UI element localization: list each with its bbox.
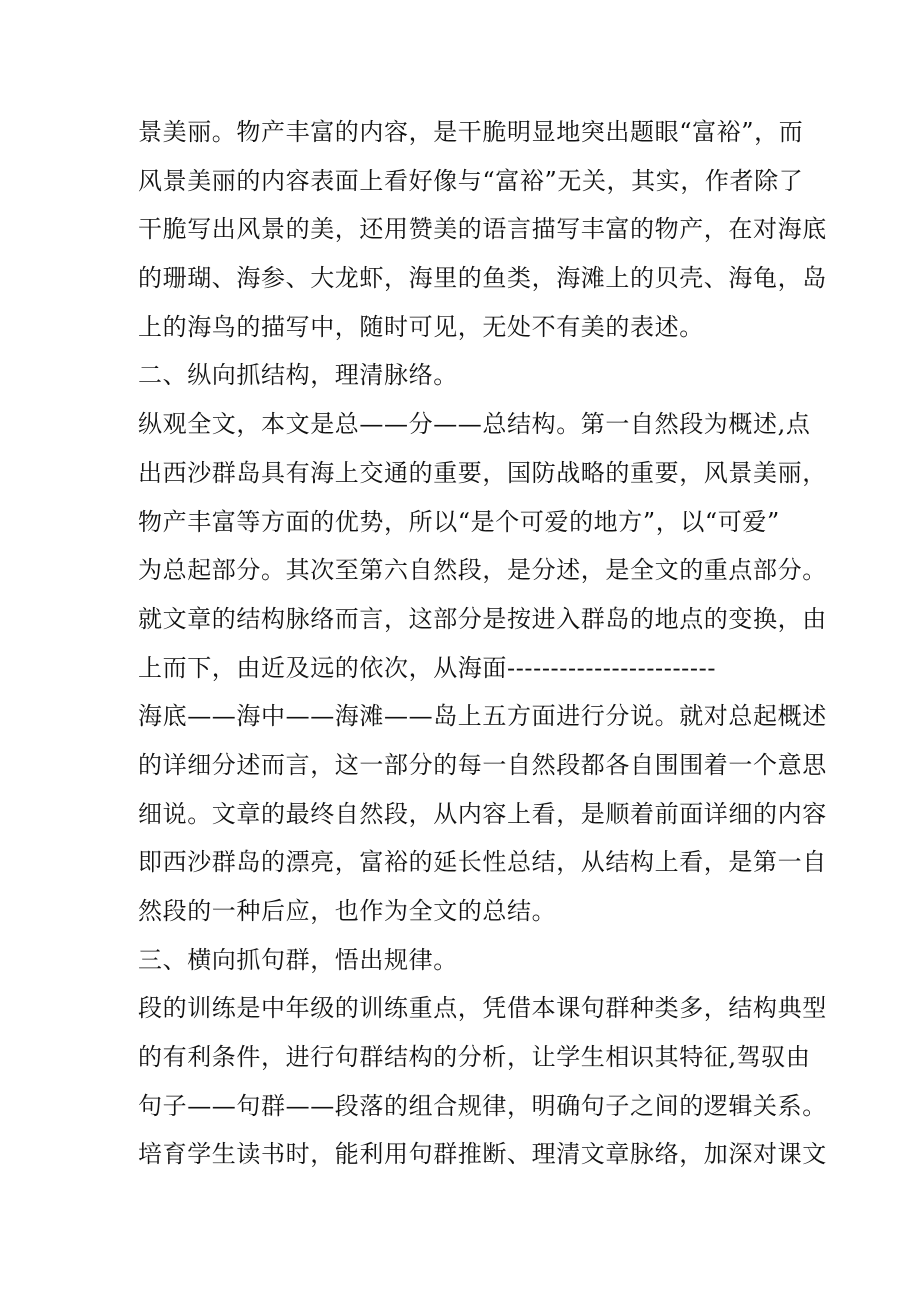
body-text [138,108,827,1179]
text-line: 纵观全文，本文是总——分——总结构。第一自然段为概述,点 [138,410,811,439]
text-line: 段的训练是中年级的训练重点，凭借本课句群种类多，结构典型 [138,994,827,1023]
text-line: 然段的一种后应，也作为全文的总结。 [138,897,557,925]
text-line: 细说。文章的最终自然段，从内容上看，是顺着前面详细的内容 [138,799,827,828]
section-heading-3: 三、横向抓句群，悟出规律。 [138,945,458,974]
text-line: 的有利条件，进行句群结构的分析，让学生相识其特征,驾驭由 [138,1043,811,1072]
section-heading-2: 二、纵向抓结构，理清脉络。 [138,361,458,390]
text-line: 干脆写出风景的美，还用赞美的语言描写丰富的物产，在对海底 [138,215,827,244]
text-line: 出西沙群岛具有海上交通的重要，国防战略的重要，风景美丽， [138,458,827,487]
text-line: 为总起部分。其次至第六自然段，是分述，是全文的重点部分。 [138,556,827,585]
text-line: 培育学生读书时，能利用句群推断、理清文章脉络，加深对课文 [138,1140,827,1169]
text-line: 就文章的结构脉络而言，这部分是按进入群岛的地点的变换，由 [138,604,827,633]
text-line: 上而下，由近及远的依次，从海面------------------------ [138,653,717,682]
text-line: 的详细分述而言，这一部分的每一自然段都各自围围着一个意思 [138,750,827,779]
text-line: 句子——句群——段落的组合规律，明确句子之间的逻辑关系。 [138,1091,827,1120]
text-line: 海底——海中——海滩——岛上五方面进行分说。就对总起概述 [138,702,827,731]
text-line: 即西沙群岛的漂亮，富裕的延长性总结，从结构上看，是第一自 [138,848,827,877]
text-line: 景美丽。物产丰富的内容，是干脆明显地突出题眼“富裕”，而 [138,118,804,146]
text-line: 风景美丽的内容表面上看好像与“富裕”无关，其实，作者除了 [138,166,804,195]
text-line: 物产丰富等方面的优势，所以“是个可爱的地方”，以“可爱” [138,507,780,536]
text-line: 的珊瑚、海参、大龙虾，海里的鱼类，海滩上的贝壳、海龟，岛 [138,264,827,293]
text-line: 上的海鸟的描写中，随时可见，无处不有美的表述。 [138,312,704,341]
